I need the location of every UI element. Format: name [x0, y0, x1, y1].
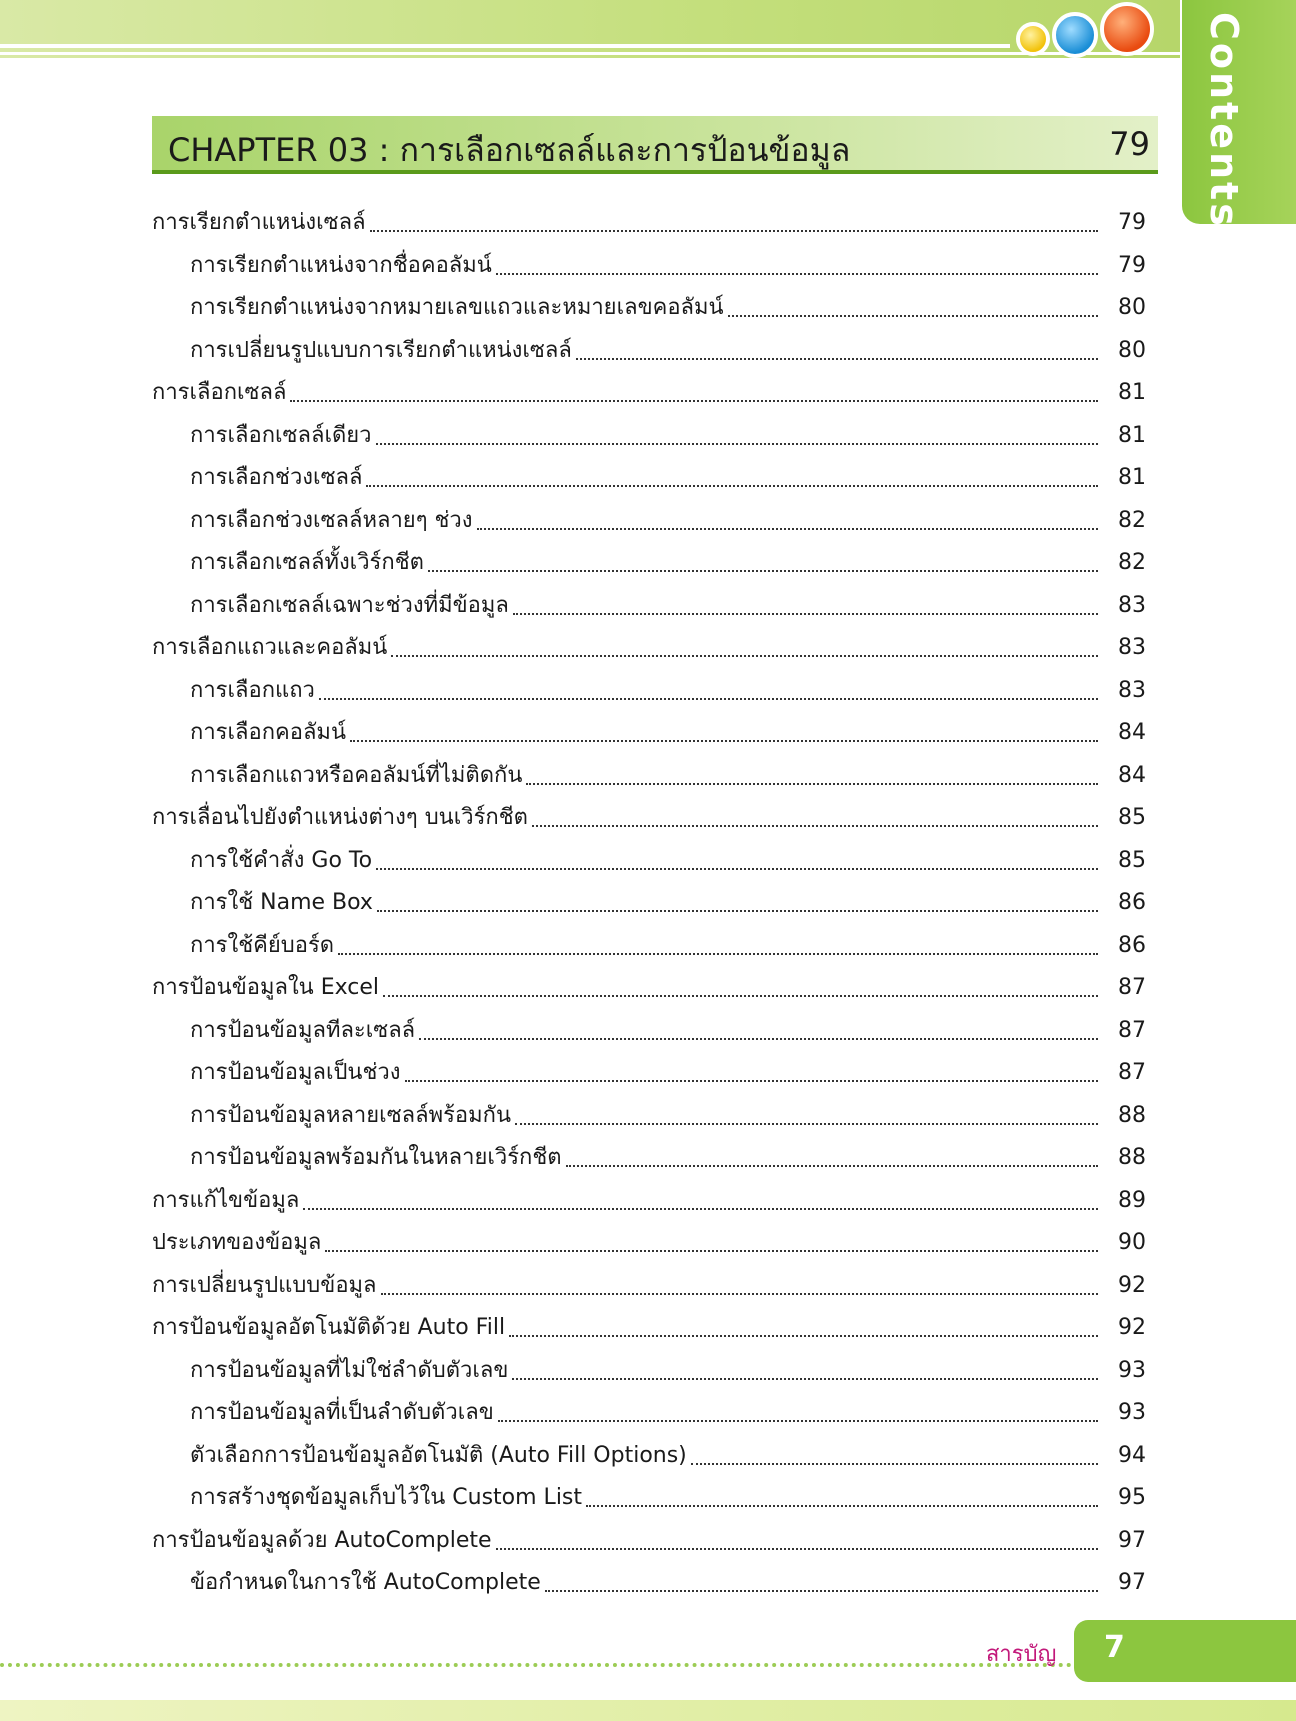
footer-section-label: สารบัญ: [986, 1642, 1057, 1667]
toc-entry-title: การเลือกช่วงเซลล์: [190, 465, 363, 490]
toc-leader-dots: [405, 1080, 1099, 1082]
toc-entry[interactable]: [152, 1174, 1146, 1216]
toc-leader-dots: [383, 995, 1098, 997]
toc-entry[interactable]: [190, 451, 1146, 493]
toc-entry-page: 94: [1118, 1442, 1146, 1468]
top-decorative-band: [0, 0, 1180, 58]
toc-leader-dots: [526, 783, 1098, 785]
toc-entry[interactable]: [190, 919, 1146, 961]
toc-entry-page: 95: [1118, 1485, 1146, 1510]
toc-entry-title: การแก้ไขข้อมูล: [152, 1187, 300, 1213]
toc-leader-dots: [338, 953, 1098, 955]
toc-entry[interactable]: [190, 1556, 1146, 1598]
toc-entry-title: การป้อนข้อมูลที่ไม่ใช่ลำดับตัวเลข: [190, 1357, 509, 1383]
toc-leader-dots: [513, 613, 1098, 615]
toc-leader-dots: [428, 570, 1098, 572]
toc-leader-dots: [477, 528, 1098, 530]
toc-entry-page: 81: [1118, 380, 1146, 405]
toc-entry-page: 92: [1118, 1272, 1146, 1298]
toc-entry-title: การเลือกเซลล์เดียว: [190, 422, 372, 448]
toc-leader-dots: [691, 1463, 1098, 1465]
toc-entry-title: การป้อนข้อมูลอัตโนมัติด้วย Auto Fill: [152, 1315, 506, 1340]
toc-entry-page: 82: [1118, 550, 1146, 575]
toc-entry-title: ประเภทของข้อมูล: [152, 1230, 322, 1255]
toc-entry-page: 88: [1118, 1145, 1146, 1170]
toc-entry-page: 85: [1118, 805, 1146, 830]
toc-entry[interactable]: [190, 1386, 1146, 1428]
toc-leader-dots: [391, 655, 1098, 657]
toc-entry[interactable]: [190, 1344, 1146, 1386]
toc-entry-title: การเลือกเซลล์เฉพาะช่วงที่มีข้อมูล: [190, 592, 509, 618]
toc-entry-page: 84: [1118, 720, 1146, 745]
toc-entry-page: 83: [1118, 592, 1146, 618]
top-divider-line-2: [0, 52, 1180, 55]
toc-leader-dots: [496, 273, 1098, 275]
toc-entry-title: การป้อนข้อมูลหลายเซลล์พร้อมกัน: [190, 1102, 511, 1128]
toc-entry[interactable]: [190, 324, 1146, 366]
bottom-decorative-band: [0, 1700, 1296, 1721]
toc-entry-title: การป้อนข้อมูลด้วย AutoComplete: [152, 1527, 492, 1553]
toc-entry-page: 84: [1118, 762, 1146, 788]
toc-entry-title: การเลือกแถวและคอลัมน์: [152, 635, 388, 660]
toc-entry-page: 86: [1118, 890, 1146, 915]
toc-entry[interactable]: [190, 281, 1146, 323]
toc-entry-page: 90: [1118, 1230, 1146, 1255]
toc-leader-dots: [576, 358, 1098, 360]
toc-entry[interactable]: [152, 1514, 1146, 1556]
toc-entry-title: การป้อนข้อมูลเป็นช่วง: [190, 1060, 401, 1085]
toc-entry-page: 88: [1118, 1102, 1146, 1128]
toc-entry-title: การเรียกตำแหน่งจากหมายเลขแถวและหมายเลขคอลัมน์: [190, 295, 724, 320]
toc-entry-page: 83: [1118, 677, 1146, 703]
toc-leader-dots: [370, 230, 1098, 232]
toc-entry-page: 92: [1118, 1315, 1146, 1340]
contents-tab-label: Contents: [1202, 12, 1246, 229]
toc-entry[interactable]: [190, 1471, 1146, 1513]
toc-leader-dots: [366, 485, 1098, 487]
toc-entry-title: การเลือกแถว: [190, 677, 315, 703]
toc-entry-page: 89: [1118, 1187, 1146, 1213]
toc-leader-dots: [566, 1165, 1098, 1167]
toc-entry-page: 87: [1118, 1017, 1146, 1043]
toc-entry[interactable]: [190, 834, 1146, 876]
toc-leader-dots: [498, 1420, 1098, 1422]
toc-entry-title: ข้อกำหนดในการใช้ AutoComplete: [190, 1570, 541, 1595]
toc-entry-title: การเลือกเซลล์ทั้งเวิร์กชีต: [190, 550, 424, 575]
toc-leader-dots: [509, 1335, 1098, 1337]
toc-leader-dots: [496, 1548, 1098, 1550]
toc-entry[interactable]: [152, 961, 1146, 1003]
footer-dotted-line: [0, 1663, 1080, 1667]
toc-entry[interactable]: [190, 494, 1146, 536]
toc-entry[interactable]: [190, 706, 1146, 748]
orange-dot-icon: [1100, 2, 1154, 56]
toc-entry[interactable]: [190, 1004, 1146, 1046]
toc-entry-title: การเลือกเซลล์: [152, 380, 287, 405]
toc-leader-dots: [377, 910, 1098, 912]
toc-entry[interactable]: [152, 1216, 1146, 1258]
toc-leader-dots: [319, 698, 1098, 700]
toc-leader-dots: [512, 1378, 1098, 1380]
toc-leader-dots: [290, 400, 1098, 402]
toc-entry-title: การใช้คีย์บอร์ด: [190, 932, 335, 958]
toc-entry-page: 97: [1118, 1527, 1146, 1553]
toc-entry-page: 87: [1118, 975, 1146, 1000]
toc-entry[interactable]: [190, 1046, 1146, 1088]
toc-entry-page: 80: [1118, 295, 1146, 320]
toc-entry-page: 93: [1118, 1357, 1146, 1383]
toc-entry-page: 93: [1118, 1400, 1146, 1425]
toc-entry[interactable]: [152, 366, 1146, 408]
toc-entry[interactable]: [190, 239, 1146, 281]
yellow-dot-icon: [1016, 22, 1050, 56]
toc-entry-title: การใช้ Name Box: [190, 890, 373, 915]
toc-entry-page: 82: [1118, 507, 1146, 533]
toc-entry[interactable]: [152, 1259, 1146, 1301]
toc-leader-dots: [376, 443, 1099, 445]
toc-leader-dots: [325, 1250, 1098, 1252]
toc-entry-title: การเลือกคอลัมน์: [190, 720, 346, 745]
toc-entry[interactable]: [190, 409, 1146, 451]
toc-leader-dots: [728, 315, 1098, 317]
toc-entry-page: 85: [1118, 847, 1146, 873]
toc-entry[interactable]: [152, 621, 1146, 663]
toc-entry-title: การเรียกตำแหน่งจากชื่อคอลัมน์: [190, 252, 492, 278]
toc-entry-title: ตัวเลือกการป้อนข้อมูลอัตโนมัติ (Auto Fill Options): [190, 1442, 687, 1468]
chapter-page-number: 79: [1109, 125, 1150, 163]
toc-entry-title: การเลื่อนไปยังตำแหน่งต่างๆ บนเวิร์กชีต: [152, 805, 528, 830]
toc-entry[interactable]: [190, 1131, 1146, 1173]
toc-entry-title: การเลือกช่วงเซลล์หลายๆ ช่วง: [190, 507, 473, 533]
toc-entry-title: การสร้างชุดข้อมูลเก็บไว้ใน Custom List: [190, 1485, 583, 1510]
toc-entry-page: 83: [1118, 635, 1146, 660]
toc-entry-title: การใช้คำสั่ง Go To: [190, 847, 373, 873]
toc-entry-page: 79: [1118, 210, 1146, 235]
toc-leader-dots: [545, 1590, 1098, 1592]
toc-entry[interactable]: [190, 1089, 1146, 1131]
blue-dot-icon: [1052, 12, 1098, 58]
toc-entry-page: 80: [1118, 337, 1146, 363]
toc-entry[interactable]: [152, 1301, 1146, 1343]
toc-entry-page: 81: [1118, 422, 1146, 448]
toc-entry-page: 87: [1118, 1060, 1146, 1085]
toc-entry-title: การป้อนข้อมูลใน Excel: [152, 975, 379, 1000]
toc-entry[interactable]: [190, 664, 1146, 706]
toc-leader-dots: [586, 1505, 1098, 1507]
toc-leader-dots: [381, 1293, 1098, 1295]
toc-leader-dots: [532, 825, 1098, 827]
toc-leader-dots: [419, 1038, 1098, 1040]
toc-entry-title: การเรียกตำแหน่งเซลล์: [152, 210, 366, 235]
toc-entry[interactable]: [190, 536, 1146, 578]
toc-entry[interactable]: [152, 791, 1146, 833]
top-divider-line: [0, 44, 1010, 48]
toc-entry[interactable]: [152, 196, 1146, 238]
toc-entry-title: การป้อนข้อมูลที่เป็นลำดับตัวเลข: [190, 1400, 494, 1425]
footer-page-number: 7: [1104, 1630, 1125, 1665]
toc-entry-page: 79: [1118, 252, 1146, 278]
toc-entry-title: การเปลี่ยนรูปแบบข้อมูล: [152, 1272, 377, 1298]
toc-entry-title: การเปลี่ยนรูปแบบการเรียกตำแหน่งเซลล์: [190, 337, 572, 363]
toc-leader-dots: [350, 740, 1098, 742]
toc-entry-page: 81: [1118, 465, 1146, 490]
toc-leader-dots: [376, 868, 1098, 870]
toc-entry-page: 97: [1118, 1570, 1146, 1595]
toc-entry[interactable]: [190, 876, 1146, 918]
toc-entry-title: การป้อนข้อมูลพร้อมกันในหลายเวิร์กชีต: [190, 1145, 562, 1170]
toc-entry-title: การป้อนข้อมูลทีละเซลล์: [190, 1017, 416, 1043]
toc-entry-page: 86: [1118, 932, 1146, 958]
toc-entry[interactable]: [190, 1429, 1146, 1471]
toc-entry[interactable]: [190, 579, 1146, 621]
toc-leader-dots: [303, 1208, 1098, 1210]
chapter-title: CHAPTER 03 : การเลือกเซลล์และการป้อนข้อมูล: [168, 131, 851, 169]
toc-entry-title: การเลือกแถวหรือคอลัมน์ที่ไม่ติดกัน: [190, 762, 523, 788]
toc-leader-dots: [515, 1123, 1098, 1125]
toc-entry[interactable]: [190, 749, 1146, 791]
